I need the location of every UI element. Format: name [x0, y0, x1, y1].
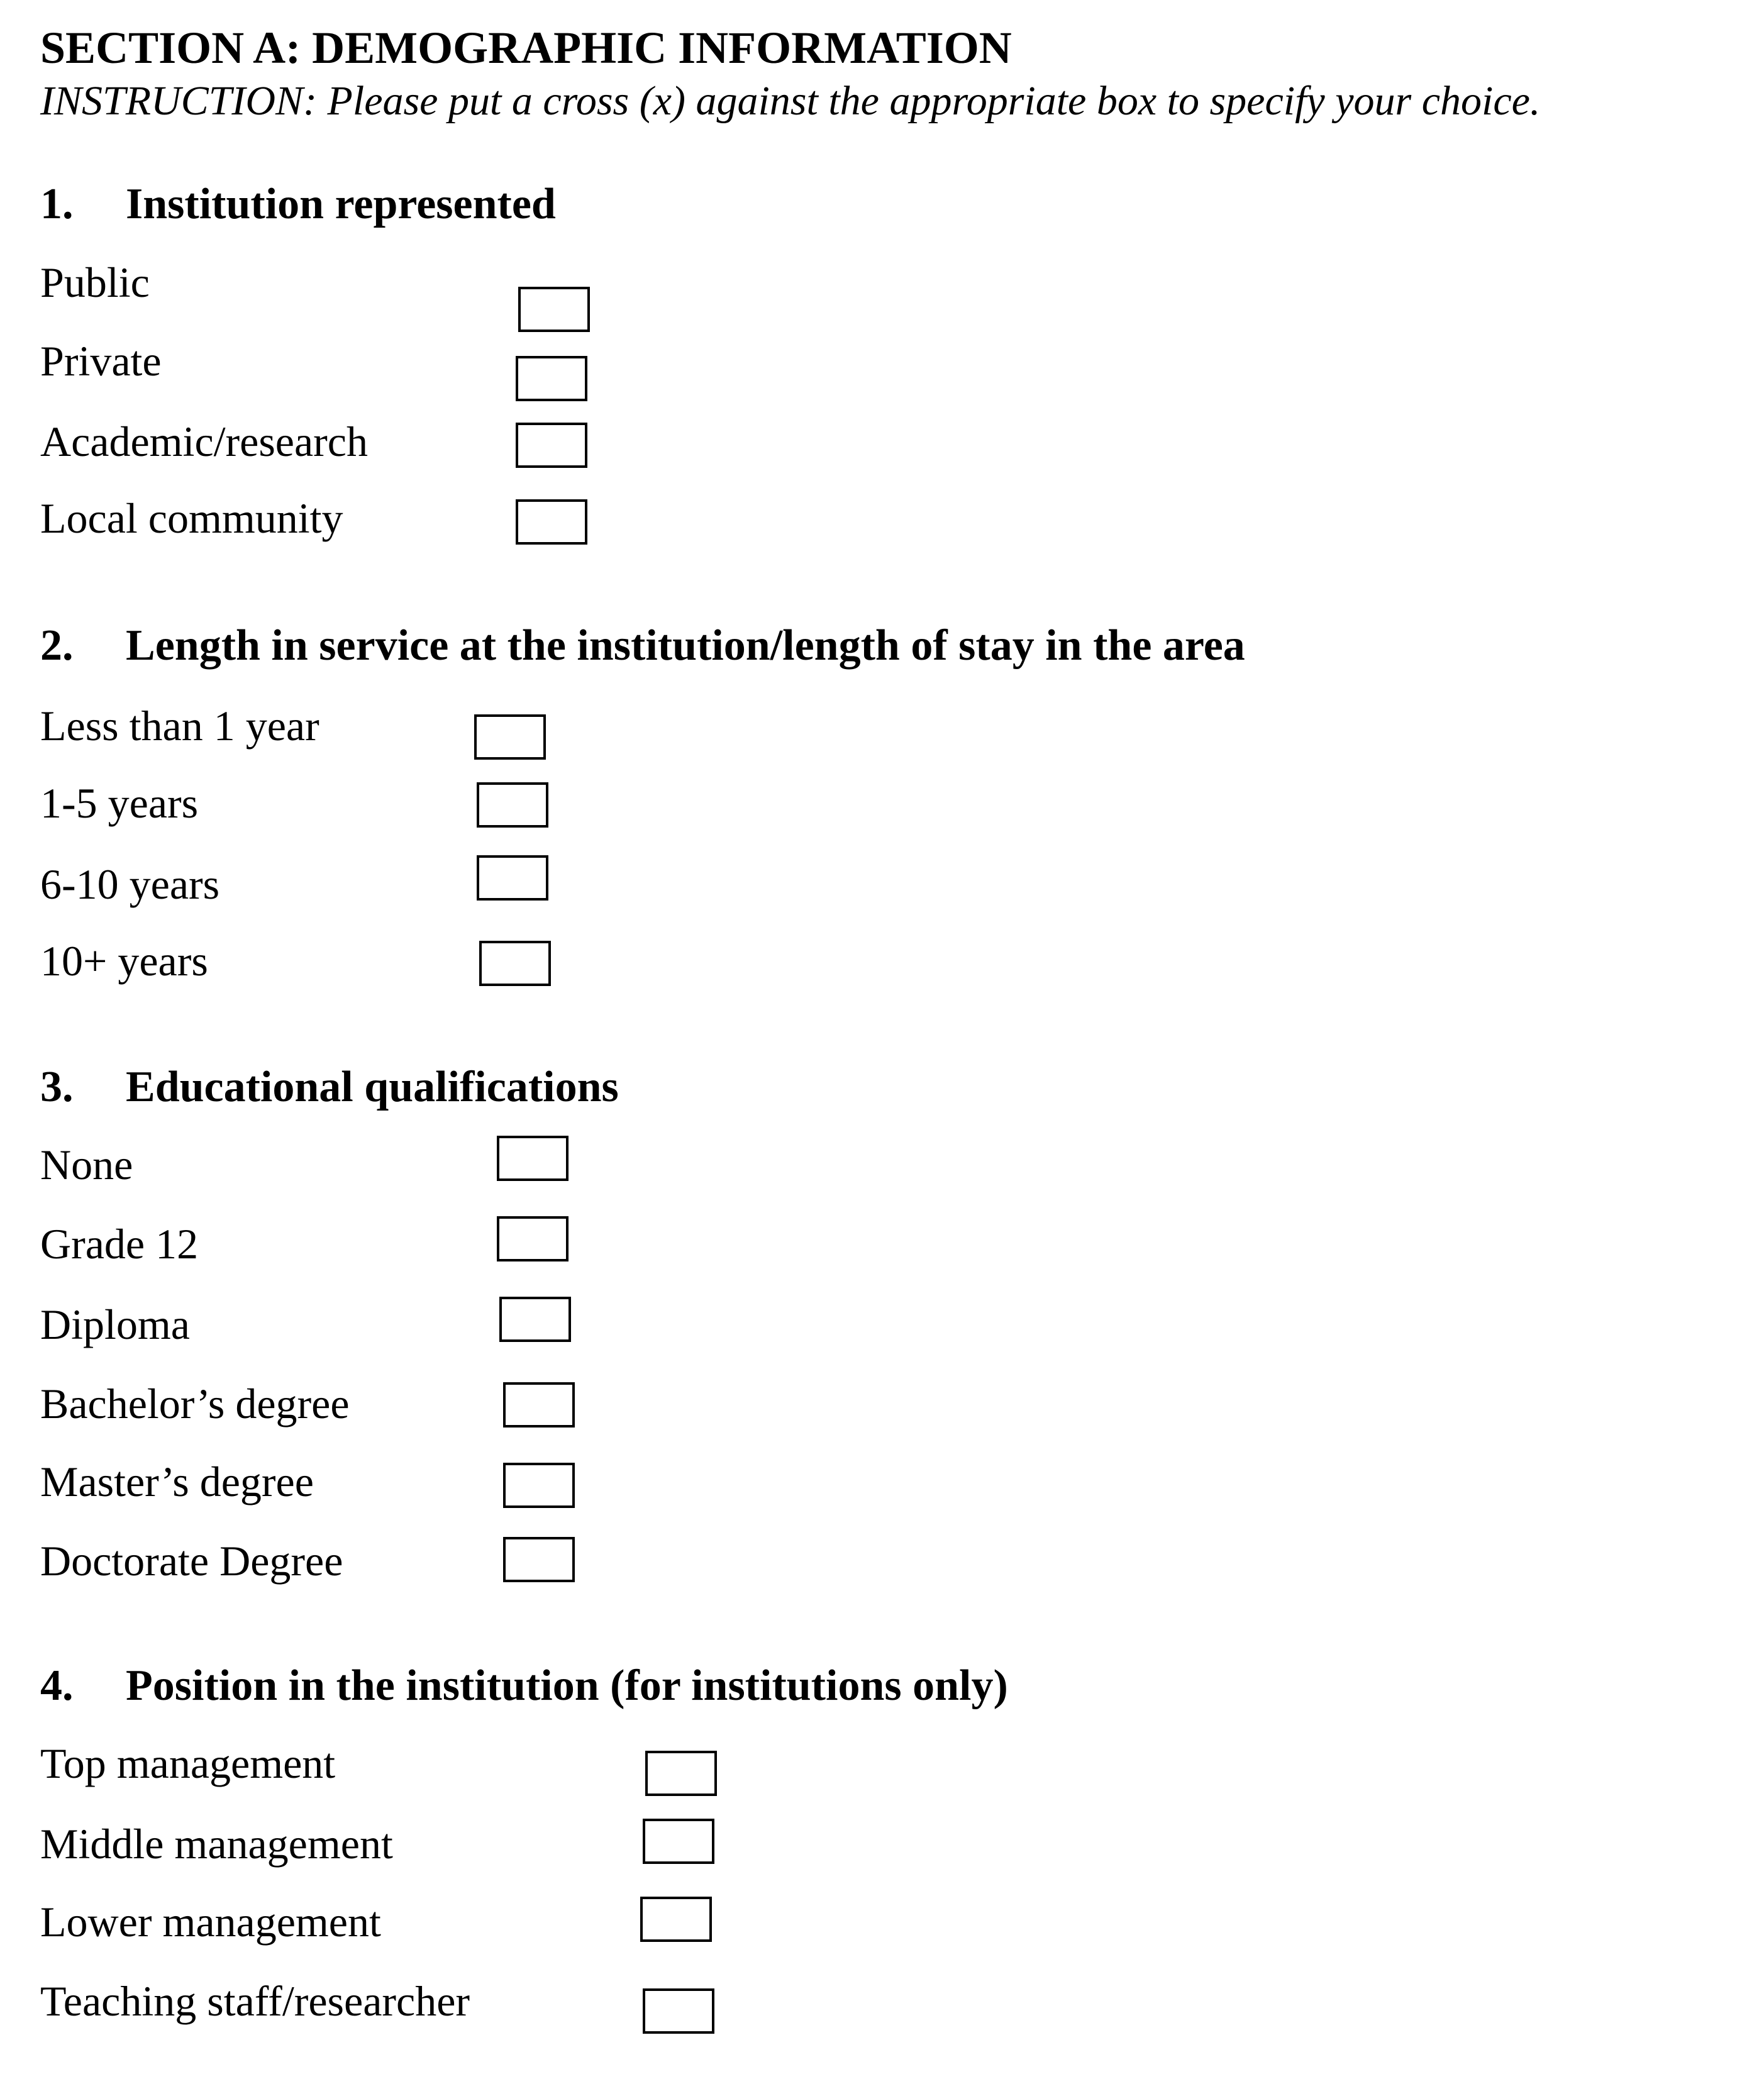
q3-option-diploma-label: Diploma [40, 1300, 190, 1348]
q3-option-grade-12-label: Grade 12 [40, 1220, 199, 1268]
q4-option-teaching-staff-label: Teaching staff/researcher [40, 1977, 470, 2025]
q3-option-diploma-checkbox[interactable] [499, 1297, 571, 1342]
q4-option-middle-management-checkbox[interactable] [643, 1819, 714, 1864]
q3-option-masters-checkbox[interactable] [503, 1463, 575, 1508]
q1-option-local-community-checkbox[interactable] [516, 499, 587, 545]
q1-option-academic-checkbox[interactable] [516, 423, 587, 468]
question-1-title: Institution represented [126, 180, 556, 228]
instruction-text: INSTRUCTION: Please put a cross (x) against the appropriate box to specify your choice. [40, 78, 1541, 124]
q4-option-middle-management-label: Middle management [40, 1820, 393, 1868]
q2-option-10-plus-label: 10+ years [40, 937, 208, 985]
question-1-number: 1. [40, 180, 74, 228]
question-4-number: 4. [40, 1661, 74, 1710]
q2-option-less-than-1-checkbox[interactable] [474, 714, 546, 760]
section-title: SECTION A: DEMOGRAPHIC INFORMATION [40, 23, 1012, 73]
q4-option-lower-management-checkbox[interactable] [640, 1897, 712, 1942]
q2-option-1-5-label: 1-5 years [40, 779, 199, 827]
question-2-title: Length in service at the institution/length of stay in the area [126, 621, 1245, 670]
question-2-number: 2. [40, 621, 74, 670]
q3-option-doctorate-checkbox[interactable] [503, 1537, 575, 1582]
q3-option-bachelors-label: Bachelor’s degree [40, 1380, 350, 1428]
q1-option-private-label: Private [40, 337, 162, 385]
q3-option-grade-12-checkbox[interactable] [497, 1216, 569, 1261]
q2-option-10-plus-checkbox[interactable] [479, 941, 551, 986]
q4-option-top-management-checkbox[interactable] [645, 1751, 717, 1796]
q2-option-6-10-label: 6-10 years [40, 860, 220, 908]
q1-option-public-label: Public [40, 258, 150, 306]
q4-option-lower-management-label: Lower management [40, 1898, 381, 1946]
q4-option-teaching-staff-checkbox[interactable] [643, 1988, 714, 2034]
q1-option-public-checkbox[interactable] [518, 287, 590, 332]
question-3-title: Educational qualifications [126, 1063, 619, 1111]
question-3-number: 3. [40, 1063, 74, 1111]
q1-option-private-checkbox[interactable] [516, 356, 587, 401]
q3-option-bachelors-checkbox[interactable] [503, 1382, 575, 1428]
q4-option-top-management-label: Top management [40, 1739, 336, 1787]
q3-option-doctorate-label: Doctorate Degree [40, 1537, 343, 1585]
q3-option-none-label: None [40, 1141, 133, 1189]
q2-option-6-10-checkbox[interactable] [477, 855, 548, 901]
q2-option-1-5-checkbox[interactable] [477, 782, 548, 828]
q1-option-local-community-label: Local community [40, 494, 343, 542]
q2-option-less-than-1-label: Less than 1 year [40, 702, 319, 750]
q1-option-academic-label: Academic/research [40, 418, 368, 465]
q3-option-none-checkbox[interactable] [497, 1136, 569, 1181]
q3-option-masters-label: Master’s degree [40, 1458, 314, 1505]
question-4-title: Position in the institution (for institutions only) [126, 1661, 1008, 1710]
